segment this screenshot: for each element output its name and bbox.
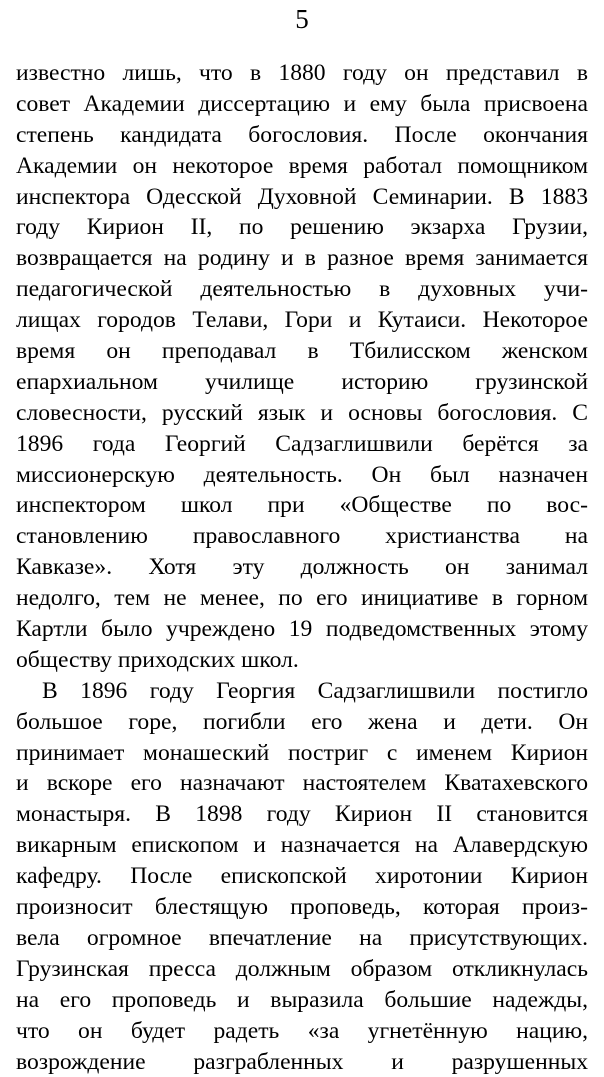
- body-text: [16, 58, 588, 1077]
- text-line: что он будет радеть «за угнетённую нацию,: [16, 1016, 588, 1047]
- text-line: большое горе, погибли его жена и дети. Он: [16, 707, 588, 738]
- text-line: и вскоре его назначают настоятелем Кватахевского: [16, 768, 588, 799]
- text-line: степень кандидата богословия. После окончания: [16, 120, 588, 151]
- text-line: кафедру. После епископской хиротонии Кирион: [16, 861, 588, 892]
- text-line: возрождение разграбленных и разрушенных: [16, 1047, 588, 1077]
- text-line: словесности, русский язык и основы богословия. С: [16, 398, 588, 429]
- text-line: произносит блестящую проповедь, которая произ-: [16, 892, 588, 923]
- text-line: принимает монашеский постриг с именем Кирион: [16, 738, 588, 769]
- page-number: 5: [0, 4, 604, 34]
- text-line: время он преподавал в Тбилисском женском: [16, 336, 588, 367]
- text-line: инспектора Одесской Духовной Семинарии. В 1883: [16, 182, 588, 213]
- text-line: 1896 года Георгий Садзаглишвили берётся за: [16, 429, 588, 460]
- text-line: инспектором школ при «Обществе по вос-: [16, 490, 588, 521]
- text-line: Академии он некоторое время работал помощником: [16, 151, 588, 182]
- text-line: Картли было учреждено 19 подведомственных этому: [16, 614, 588, 645]
- text-line: епархиальном училище историю грузинской: [16, 367, 588, 398]
- text-line: становлению православного христианства на: [16, 521, 588, 552]
- text-line: возвращается на родину и в разное время занимается: [16, 243, 588, 274]
- text-line: викарным епископом и назначается на Алавердскую: [16, 830, 588, 861]
- text-line: на его проповедь и выразила большие надежды,: [16, 985, 588, 1016]
- text-line: монастыря. В 1898 году Кирион II становится: [16, 799, 588, 830]
- text-line: Кавказе». Хотя эту должность он занимал: [16, 552, 588, 583]
- text-line: Грузинская пресса должным образом откликнулась: [16, 954, 588, 985]
- text-line: лищах городов Телави, Гори и Кутаиси. Некоторое: [16, 305, 588, 336]
- text-line: недолго, тем не менее, по его инициативе в горном: [16, 583, 588, 614]
- text-line: миссионерскую деятельность. Он был назначен: [16, 460, 588, 491]
- text-line: вела огромное впечатление на присутствующих.: [16, 923, 588, 954]
- text-line: известно лишь, что в 1880 году он представил в: [16, 58, 588, 89]
- text-line: обществу приходских школ.: [16, 645, 588, 676]
- text-line: педагогической деятельностью в духовных учи-: [16, 274, 588, 305]
- text-line: В 1896 году Георгия Садзаглишвили постигло: [16, 676, 588, 707]
- text-line: совет Академии диссертацию и ему была присвоена: [16, 89, 588, 120]
- text-line: году Кирион II, по решению экзарха Грузии,: [16, 212, 588, 243]
